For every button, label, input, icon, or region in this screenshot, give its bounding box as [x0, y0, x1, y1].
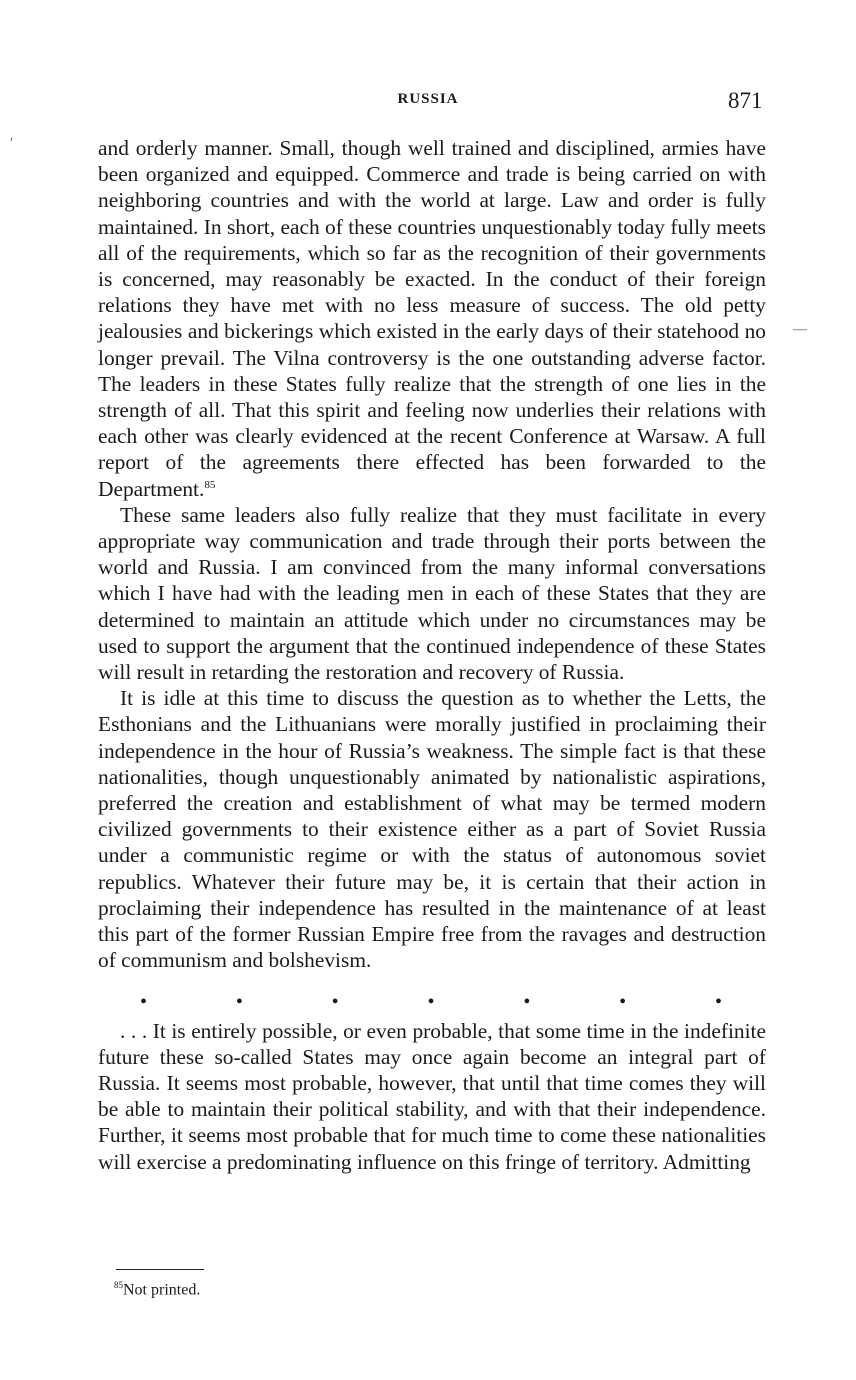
- body-text: [98, 135, 766, 1175]
- margin-mark: —: [793, 322, 807, 337]
- paragraph: . . . It is entirely possible, or even probable, that some time in the indefinite future these so-called States may once again become an integral part of Russia. It seems most probable, however, that until that time comes they will be able to maintain their political stability, and with that their independence. Further, it seems most probable that for much time to come these nationalities will exercise a predominating influence on this fringe of territory. Admitting: [98, 1018, 766, 1174]
- ellipsis-dot: •: [714, 990, 722, 1013]
- ellipsis-dot: •: [427, 990, 435, 1013]
- footnote-reference: 85: [204, 478, 216, 491]
- margin-mark: ′: [10, 136, 14, 151]
- ellipsis-dots: [98, 974, 766, 1012]
- footnote-number: 85: [114, 1280, 123, 1290]
- ellipsis-dot: •: [235, 990, 243, 1013]
- ellipsis-dot: •: [331, 990, 339, 1013]
- paragraph: These same leaders also fully realize that they must facilitate in every appropriate way communication and trade through their ports between the world and Russia. I am convinced from the many informal conversations which I have had with the leading men in each of these States that they are determined to maintain an attitude which under no circumstances may be used to support the argument that the continued independence of these States will result in retarding the restoration and recovery of Russia.: [98, 502, 766, 685]
- paragraph: and orderly manner. Small, though well trained and disciplined, armies have been organized and equipped. Commerce and trade is being carried on with neighboring countries and with the world at large. Law and order is fully maintained. In short, each of these countries unquestionably today fully meets all of the requirements, which so far as the recognition of their governments is concerned, may reasonably be exacted. In the conduct of their foreign relations they have met with no less measure of success. The old petty jealousies and bickerings which existed in the early days of their statehood no longer prevail. The Vilna controversy is the one outstanding adverse factor. The leaders in these States fully realize that the strength of one lies in the strength of all. That this spirit and feeling now underlies their relations with each other was clearly evidenced at the recent Conference at Warsaw. A full report of the agreements there effected has been forwarded to the Department.$^{85}$: [98, 136, 766, 501]
- footnote-text: Not printed.: [123, 1281, 201, 1299]
- ellipsis-dot: •: [619, 990, 627, 1013]
- ellipsis-dot: •: [523, 990, 531, 1013]
- footnote-rule: [116, 1269, 204, 1270]
- page-header-title: RUSSIA: [397, 91, 459, 107]
- page-number: 871: [728, 88, 763, 113]
- paragraph: It is idle at this time to discuss the question as to whether the Letts, the Esthonians and the Lithuanians were morally justified in proclaiming their independence in the hour of Russia’s weakness. The simple fact is that these nationalities, though unquestionably animated by nationalistic aspirations, preferred the creation and establishment of what may be termed modern civilized governments to their existence either as a part of Soviet Russia under a communistic regime or with the status of autonomous soviet republics. Whatever their future may be, it is certain that their action in proclaiming their independence has resulted in the maintenance of at least this part of the former Russian Empire free from the ravages and destruction of communism and bolshevism.: [98, 686, 766, 973]
- ellipsis-dot: •: [140, 990, 148, 1013]
- footnote: [114, 1280, 200, 1299]
